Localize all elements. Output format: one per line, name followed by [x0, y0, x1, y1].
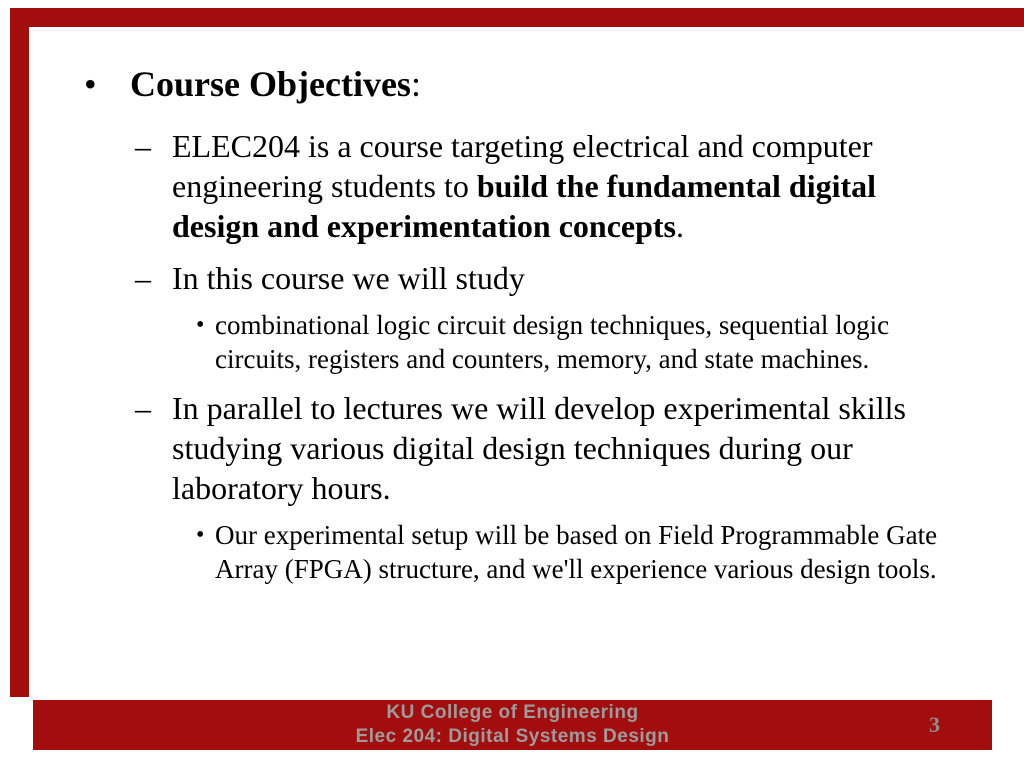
text-run: combinational logic circuit design techniques, sequential logic circuits, registers and counters, memory, and state machines.: [215, 310, 890, 374]
slide-title-colon: :: [410, 64, 421, 104]
text-run: .: [676, 208, 684, 244]
footer-line-college: KU College of Engineering: [386, 702, 639, 723]
dot-bullet-icon: •: [196, 312, 205, 338]
dash-bullet-icon: –: [135, 128, 151, 164]
bullet-item-text: [172, 126, 930, 246]
sub-bullet-item-text: [215, 518, 940, 586]
top-border-bar: [10, 8, 1024, 27]
bullet-item-text: [172, 258, 930, 298]
dash-bullet-icon: –: [135, 390, 151, 426]
slide-title: [130, 62, 421, 106]
text-run: Our experimental setup will be based on Field Programmable Gate Array (FPGA) structure, and we'll experience various design tools.: [215, 520, 938, 584]
bullet-item-text: [172, 388, 930, 508]
sub-bullet-item-text: [215, 308, 940, 376]
text-run: In parallel to lectures we will develop experimental skills studying various digital design techniques during our laboratory hours.: [172, 390, 906, 506]
bullet-item-elec204: [0, 126, 1024, 246]
dot-bullet-icon: •: [196, 522, 205, 548]
slide-body: [0, 62, 1024, 586]
footer-line-course: Elec 204: Digital Systems Design: [355, 726, 670, 747]
text-run: ELEC204 is a course targeting electrical and computer engineering students to: [172, 128, 873, 204]
sub-bullet-item-fpga: [0, 518, 1024, 586]
footer-bar: [33, 700, 992, 750]
sub-bullet-item-combinational: [0, 308, 1024, 376]
slide-title-row: [0, 62, 1024, 106]
text-run-bold: build the fundamental digital design and experimentation concepts: [172, 168, 877, 244]
title-bullet-icon: •: [84, 64, 97, 104]
page-number: 3: [929, 712, 940, 737]
bullet-item-in-parallel: [0, 388, 1024, 508]
footer-text-block: [356, 701, 670, 749]
slide-title-text: Course Objectives: [130, 64, 411, 104]
dash-bullet-icon: –: [135, 260, 151, 296]
text-run: In this course we will study: [172, 260, 525, 296]
bullet-item-in-this-course: [0, 258, 1024, 298]
